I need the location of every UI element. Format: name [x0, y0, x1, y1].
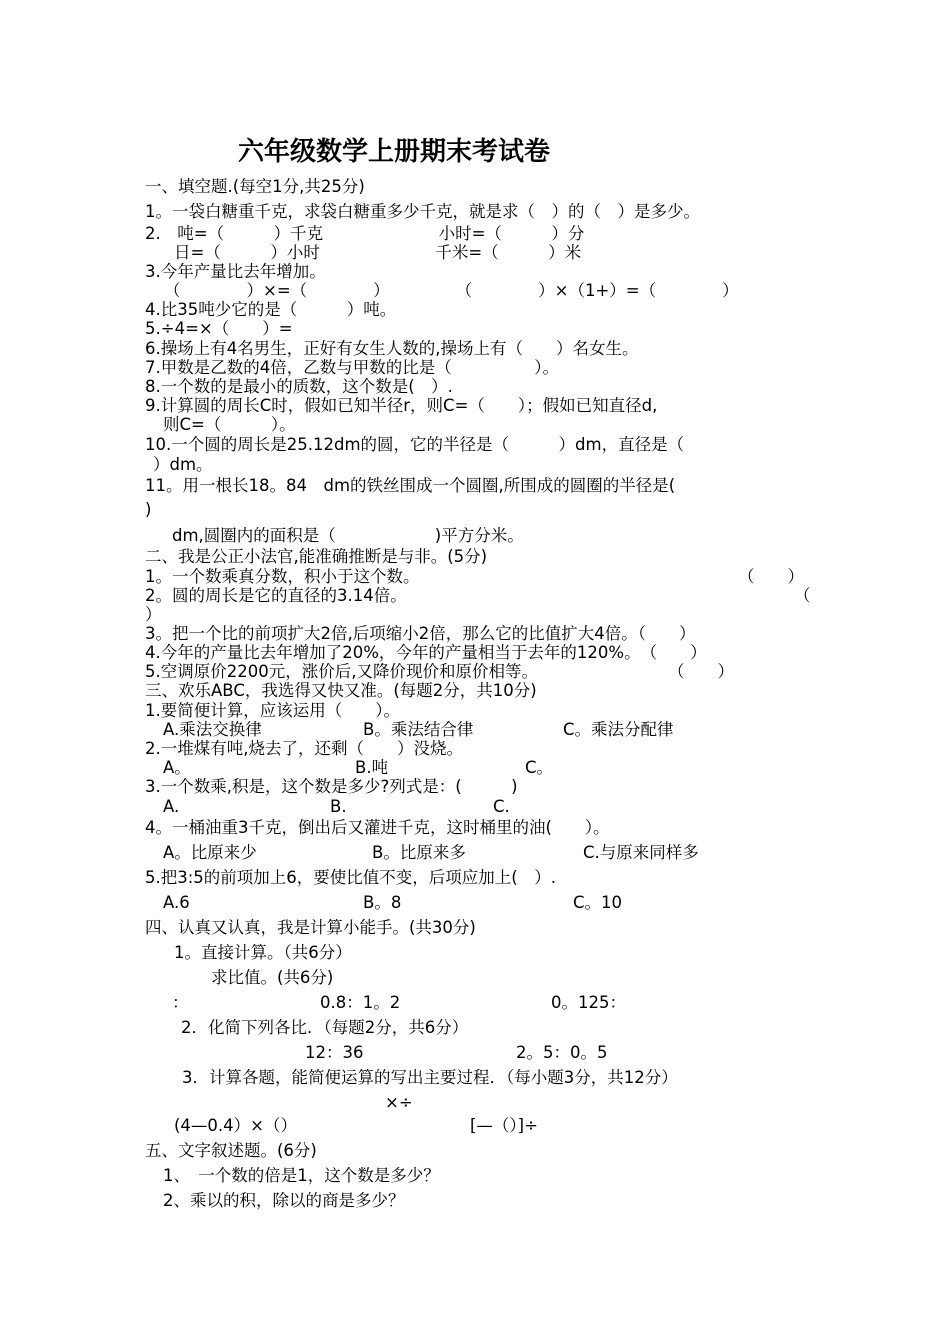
- s2-question-2: 2。圆的周长是它的直径的3.14倍。: [145, 586, 407, 605]
- s1-question-11a: 11。用一根长18。84 dm的铁丝围成一个圆圈,所围成的圆圈的半径是(: [145, 476, 676, 495]
- s1-question-2a: 2. 吨=（ ）千克 小时=（ ）分: [145, 224, 585, 243]
- s4-part-3-item-3: [—（）]÷: [470, 1116, 538, 1135]
- s2-question-3: 3。把一个比的前项扩大2倍,后项缩小2倍，那么它的比值扩大4倍。（ ）: [145, 624, 696, 643]
- page-title: 六年级数学上册期末考试卷: [238, 137, 551, 167]
- s4-part-1-item-3: 0。125：: [551, 993, 626, 1012]
- s3-q3-option-a: A.: [163, 797, 180, 816]
- s3-question-3: 3.一个数乘,积是，这个数是多少?列式是：( ): [145, 777, 518, 796]
- s4-part-3: 3．计算各题，能简便运算的写出主要过程．（每小题3分，共12分）: [182, 1068, 678, 1087]
- s3-question-5: 5.把3:5的前项加上6，要使比值不变，后项应加上( ）.: [145, 868, 556, 887]
- s2-question-2-mark-open: （: [794, 586, 811, 605]
- s1-question-11b: ): [145, 500, 152, 519]
- s3-q2-option-a: A。: [163, 758, 191, 777]
- s3-q1-option-a: A.乘法交换律: [163, 720, 262, 739]
- s2-question-5: 5.空调原价2200元，涨价后,又降价现价和原价相等。: [145, 662, 538, 681]
- s3-q2-option-b: B.吨: [355, 758, 389, 777]
- s3-q2-option-c: C。: [525, 758, 554, 777]
- s4-part-2: 2．化简下列各比．（每题2分，共6分）: [181, 1018, 469, 1037]
- s3-q3-option-b: B.: [330, 797, 347, 816]
- s5-question-1: 1、 一个数的倍是1，这个数是多少？: [163, 1166, 440, 1185]
- section-4-heading: 四、认真又认真，我是计算小能手。(共30分): [145, 918, 476, 937]
- s1-question-4: 4.比35吨少它的是（ ）吨。: [145, 300, 397, 319]
- s2-question-1-mark: （ ）: [738, 567, 804, 586]
- s4-part-2-item-2: 2。5：0。5: [516, 1043, 608, 1062]
- s2-question-2-mark-close: ）: [145, 605, 162, 624]
- s1-question-6: 6.操场上有4名男生，正好有女生人数的,操场上有（ ）名女生。: [145, 339, 639, 358]
- section-1-heading: 一、填空题.(每空1分,共25分): [145, 177, 365, 196]
- section-3-heading: 三、欢乐ABC，我选得又快又准。(每题2分，共10分): [145, 681, 537, 700]
- s2-question-5-mark: （ ）: [668, 662, 734, 681]
- s1-question-10a: 10.一个圆的周长是25.12dm的圆，它的半径是（ ）dm，直径是（: [145, 435, 685, 454]
- s1-question-8: 8.一个数的是最小的质数，这个数是( ）.: [145, 377, 453, 396]
- s3-q5-option-a: A.6: [163, 893, 190, 912]
- s1-question-1: 1。一袋白糖重千克，求袋白糖重多少千克，就是求（ ）的（ ）是多少。: [145, 202, 700, 221]
- s3-question-2: 2.一堆煤有吨,烧去了，还剩（ ）没烧。: [145, 739, 463, 758]
- s5-question-2: 2、乘以的积，除以的商是多少？: [163, 1191, 405, 1210]
- section-5-heading: 五、文字叙述题。(6分): [145, 1141, 317, 1160]
- s3-q4-option-c: C.与原来同样多: [583, 843, 699, 862]
- s1-question-11c: dm,圆圈内的面积是（ )平方分米。: [172, 526, 524, 545]
- s2-question-4: 4.今年的产量比去年增加了20%，今年的产量相当于去年的120%。 （ ）: [145, 643, 707, 662]
- s1-question-7: 7.甲数是乙数的4倍，乙数与甲数的比是（ ）。: [145, 358, 559, 377]
- s4-part-2-item-1: 12：36: [305, 1043, 364, 1062]
- s4-part-1-item-1: ：: [172, 993, 189, 1012]
- s4-part-1-item-2: 0.8：1。2: [320, 993, 401, 1012]
- s1-question-3b: （ ）×=（ ） （ ）×（1+）=（ ）: [164, 281, 739, 300]
- s1-question-3a: 3.今年产量比去年增加。: [145, 262, 326, 281]
- s3-q3-option-c: C.: [493, 797, 510, 816]
- s4-part-3-item-2: (4—0.4）×（）: [174, 1116, 298, 1135]
- s1-question-9b: 则C=（ ）。: [163, 415, 296, 434]
- s3-q1-option-c: C。乘法分配律: [563, 720, 674, 739]
- s4-part-1b: 求比值。(共6分): [211, 968, 334, 987]
- s3-q4-option-b: B。比原来多: [372, 843, 466, 862]
- s2-question-1: 1。一个数乘真分数，积小于这个数。: [145, 567, 420, 586]
- s1-question-9a: 9.计算圆的周长C时，假如已知半径r，则C=（ ）；假如已知直径d,: [145, 396, 658, 415]
- s1-question-5: 5.÷4=×（ ）=: [145, 319, 293, 338]
- s3-q1-option-b: B。乘法结合律: [363, 720, 474, 739]
- s3-question-1: 1.要简便计算，应该运用（ ）。: [145, 701, 400, 720]
- s1-question-2b: 日=（ ）小时 千米=（ ）米: [174, 243, 582, 262]
- s3-q4-option-a: A。比原来少: [163, 843, 257, 862]
- s4-part-1: 1。直接计算。（共6分）: [174, 943, 352, 962]
- s3-question-4: 4。一桶油重3千克，倒出后又灌进千克，这时桶里的油( ）。: [145, 818, 610, 837]
- s4-part-3-item-1: ×÷: [385, 1093, 413, 1112]
- s3-q5-option-c: C。10: [573, 893, 623, 912]
- section-2-heading: 二、我是公正小法官,能准确推断是与非。(5分): [145, 547, 488, 566]
- s1-question-10b: ）dm。: [153, 455, 213, 474]
- s3-q5-option-b: B。8: [363, 893, 402, 912]
